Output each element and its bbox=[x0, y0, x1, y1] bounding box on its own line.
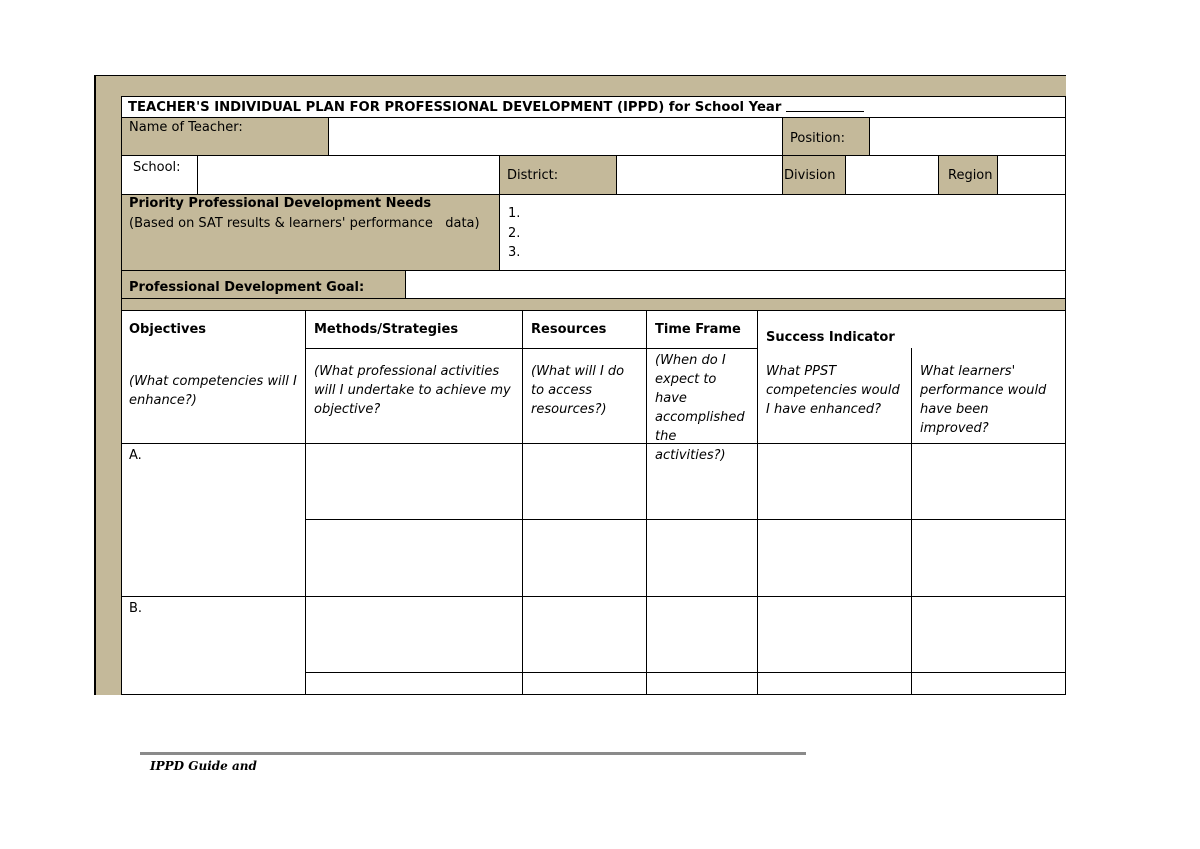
header-time-frame: Time Frame bbox=[655, 322, 741, 337]
prompt-methods: (What professional activities will I undertake to achieve my objective? bbox=[314, 364, 511, 417]
form-frame-left bbox=[95, 75, 121, 695]
form-title-text: TEACHER'S INDIVIDUAL PLAN FOR PROFESSIONAL DEVELOPMENT (IPPD) for School Year bbox=[128, 100, 782, 115]
name-of-teacher-label: Name of Teacher: bbox=[129, 120, 243, 135]
prompt-ppst: What PPST competencies would I have enhanced? bbox=[766, 364, 900, 417]
header-objectives: Objectives bbox=[129, 322, 207, 337]
row-label-a: A. bbox=[129, 448, 142, 463]
footer-text: IPPD Guide and bbox=[150, 759, 257, 773]
needs-item-1[interactable]: 1. bbox=[508, 206, 521, 221]
prompt-resources: (What will I do to access resources?) bbox=[531, 364, 625, 417]
school-label: School: bbox=[133, 160, 181, 175]
frame-left-edge bbox=[94, 75, 96, 695]
pd-goal-field[interactable] bbox=[406, 271, 1065, 297]
needs-item-3[interactable]: 3. bbox=[508, 245, 521, 260]
pd-goal-label: Professional Development Goal: bbox=[129, 280, 365, 295]
region-field[interactable] bbox=[998, 156, 1065, 193]
position-label: Position: bbox=[790, 131, 845, 146]
footer-rule bbox=[140, 752, 806, 755]
school-field[interactable] bbox=[198, 156, 498, 193]
district-field[interactable] bbox=[617, 156, 781, 193]
prompt-objectives: (What competencies will I enhance?) bbox=[129, 374, 297, 408]
form-frame-top bbox=[95, 75, 1066, 96]
frame-top-edge bbox=[94, 75, 1066, 76]
division-label: Division bbox=[784, 168, 836, 183]
header-resources: Resources bbox=[531, 322, 607, 337]
school-year-blank[interactable] bbox=[786, 98, 864, 112]
division-field[interactable] bbox=[846, 156, 937, 193]
district-label: District: bbox=[507, 168, 559, 183]
needs-item-2[interactable]: 2. bbox=[508, 226, 521, 241]
position-field[interactable] bbox=[870, 118, 1065, 154]
separator-band bbox=[121, 298, 1066, 310]
form-title bbox=[121, 98, 1066, 116]
row-label-b: B. bbox=[129, 601, 143, 616]
prompt-time-frame: (When do I expect to have accomplished the activities?) bbox=[655, 353, 745, 463]
region-label: Region bbox=[948, 168, 993, 183]
priority-needs-heading: Priority Professional Development Needs bbox=[129, 196, 432, 211]
priority-needs-subtext: (Based on SAT results & learners' performance data) bbox=[129, 216, 480, 231]
prompt-learners: What learners' performance would have been improved? bbox=[920, 364, 1047, 436]
header-methods: Methods/Strategies bbox=[314, 322, 459, 337]
header-success-indicator: Success Indicator bbox=[766, 330, 895, 345]
name-of-teacher-field[interactable] bbox=[329, 118, 781, 154]
